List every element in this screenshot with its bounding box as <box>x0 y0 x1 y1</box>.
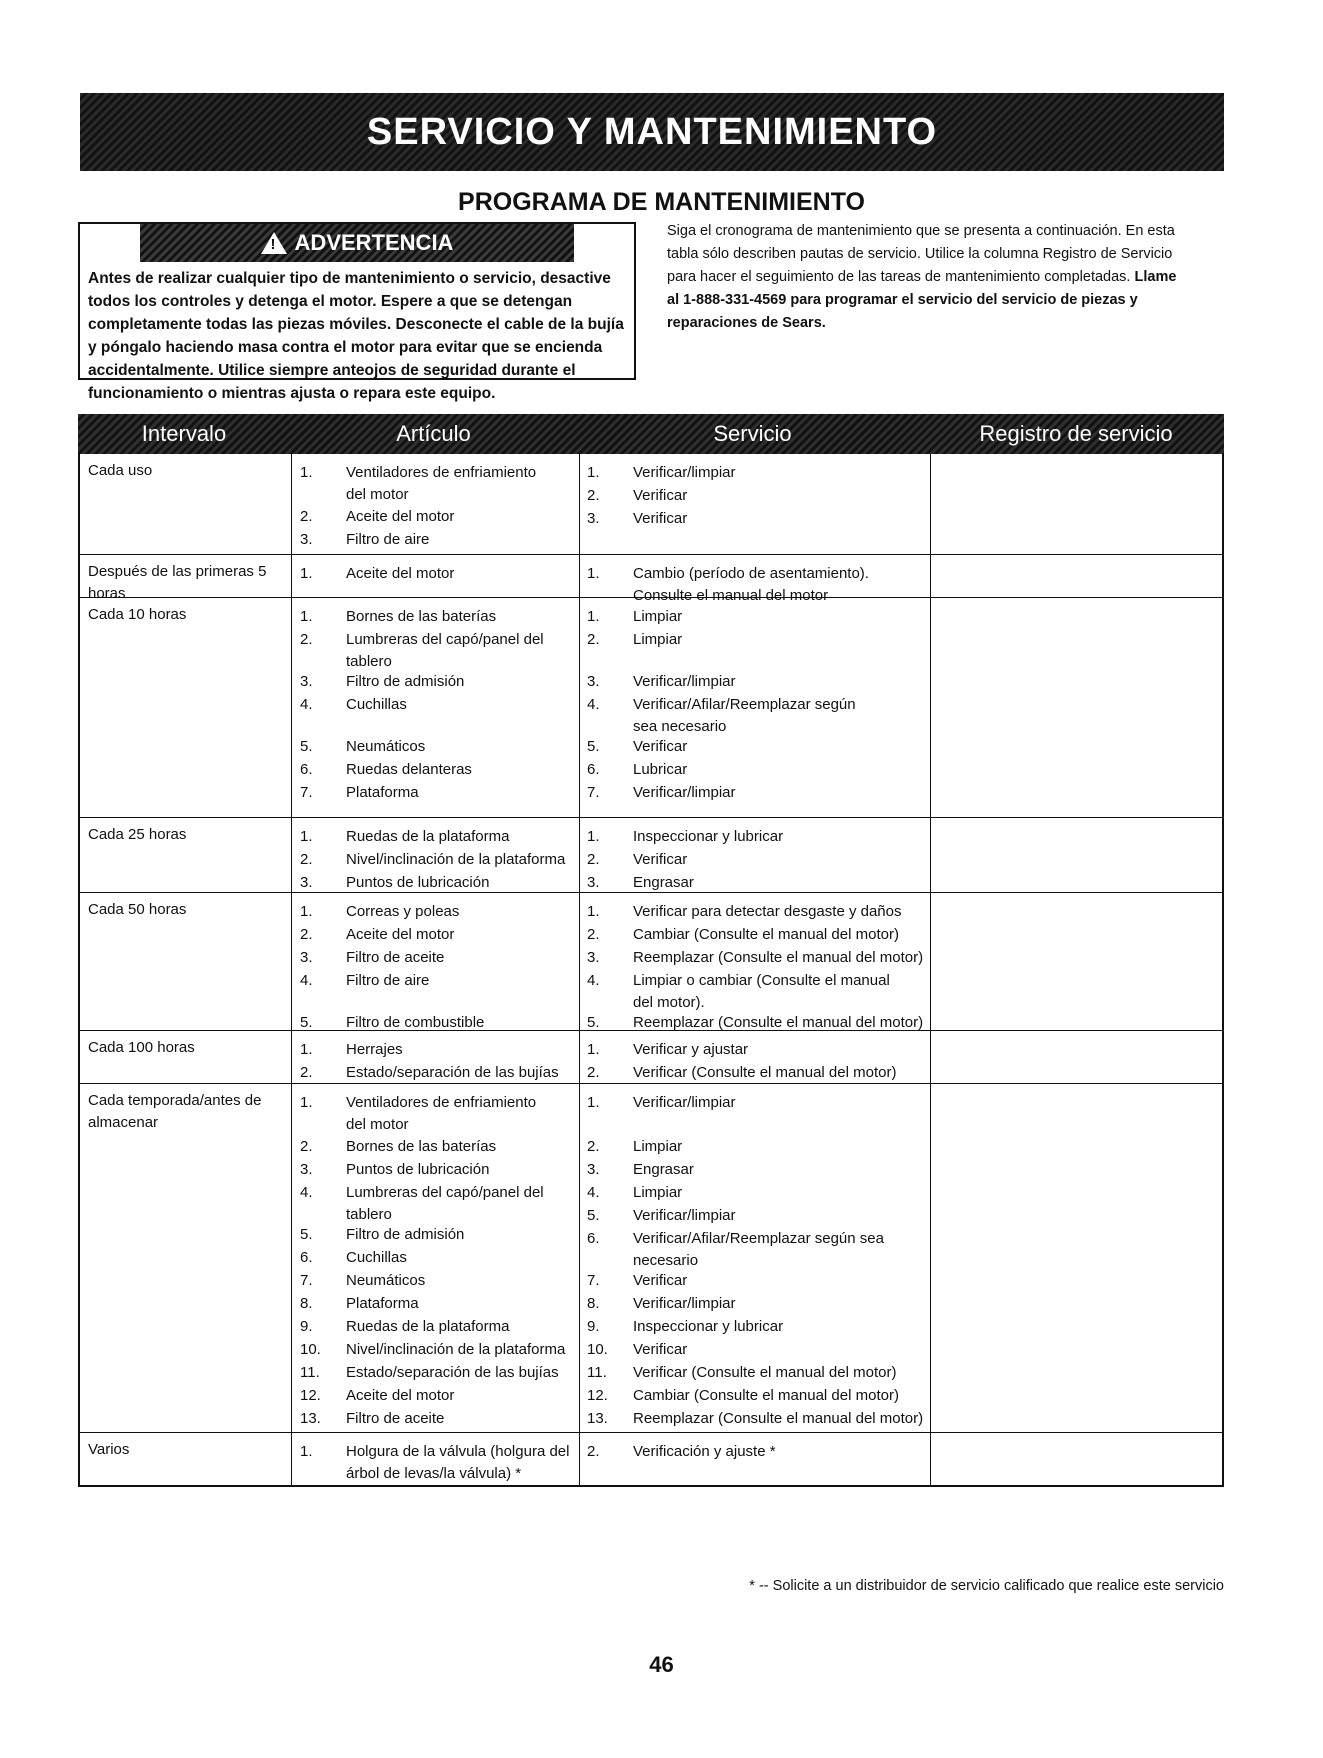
item-number: 2. <box>300 1064 313 1081</box>
item-text: Limpiar <box>633 1184 683 1201</box>
warning-label: ADVERTENCIA <box>294 230 454 255</box>
item-number: 9. <box>300 1318 313 1335</box>
item-number: 3. <box>300 673 313 690</box>
item-text: Plataforma <box>346 1295 419 1312</box>
item-text: Reemplazar (Consulte el manual del motor) <box>633 949 924 966</box>
item-text: Filtro de admisión <box>346 673 465 690</box>
table-row <box>80 1433 1222 1485</box>
item-text: Nivel/inclinación de la plataforma <box>346 1341 566 1358</box>
item-text: Inspeccionar y lubricar <box>633 1318 784 1335</box>
item-text: Verificar/limpiar <box>633 673 736 690</box>
item-text: Reemplazar (Consulte el manual del motor) <box>633 1410 924 1427</box>
item-number: 1. <box>587 828 600 845</box>
item-text: Aceite del motor <box>346 565 455 582</box>
item-text: Reemplazar (Consulte el manual del motor) <box>633 1014 924 1031</box>
item-text: Estado/separación de las bujías <box>346 1064 559 1081</box>
item-text: Inspeccionar y lubricar <box>633 828 784 845</box>
item-number: 2. <box>587 1064 600 1081</box>
item-number: 2. <box>587 851 600 868</box>
item-text: Verificar <box>633 487 688 504</box>
item-number: 1. <box>587 608 600 625</box>
item-number: 2. <box>587 487 600 504</box>
item-number: 5. <box>587 1207 600 1224</box>
item-number: 1. <box>587 1041 600 1058</box>
item-text: Ruedas de la plataforma <box>346 1318 510 1335</box>
item-number: 12. <box>300 1387 321 1404</box>
item-text: Aceite del motor <box>346 926 455 943</box>
item-number: 6. <box>587 1230 600 1247</box>
item-number: 8. <box>587 1295 600 1312</box>
item-text: Lubricar <box>633 761 688 778</box>
service-record-cell[interactable] <box>930 555 1222 597</box>
item-text: Verificación y ajuste * <box>633 1443 776 1460</box>
item-number: 2. <box>587 926 600 943</box>
item-number: 6. <box>300 1249 313 1266</box>
service-record-cell[interactable] <box>930 1031 1222 1083</box>
item-text: Verificar/limpiar <box>633 1207 736 1224</box>
item-text: Verificar/limpiar <box>633 784 736 801</box>
item-number: 10. <box>300 1341 321 1358</box>
item-text: Ventiladores de enfriamiento del motor <box>346 464 537 503</box>
item-text: Limpiar o cambiar (Consulte el manual del motor). <box>633 972 890 1011</box>
item-text: Ruedas de la plataforma <box>346 828 510 845</box>
item-text: Verificar/limpiar <box>633 1094 736 1111</box>
table-row <box>80 893 1222 1031</box>
item-number: 10. <box>587 1341 608 1358</box>
warning-box <box>78 222 636 402</box>
item-text: Engrasar <box>633 874 694 891</box>
item-text: Limpiar <box>633 608 683 625</box>
item-text: Filtro de aceite <box>346 1410 445 1427</box>
item-text: Filtro de combustible <box>346 1014 485 1031</box>
item-number: 1. <box>587 565 600 582</box>
table-row <box>80 555 1222 604</box>
table-row <box>80 1031 1222 1084</box>
item-text: Cuchillas <box>346 696 407 713</box>
item-text: Verificar <box>633 510 688 527</box>
interval-cell: Cada 100 horas <box>80 1031 292 1083</box>
item-number: 5. <box>587 738 600 755</box>
article-cell <box>292 1433 580 1485</box>
item-text: Limpiar <box>633 631 683 648</box>
item-text: Cambiar (Consulte el manual del motor) <box>633 1387 899 1404</box>
interval-cell: Varios <box>80 1433 292 1485</box>
interval-cell: Después de las primeras 5 horas <box>80 555 292 597</box>
service-cell <box>579 1031 931 1083</box>
item-number: 4. <box>300 1184 313 1201</box>
service-record-cell[interactable] <box>930 454 1222 554</box>
item-number: 3. <box>300 1161 313 1178</box>
item-number: 2. <box>300 851 313 868</box>
interval-cell: Cada 50 horas <box>80 893 292 1030</box>
service-record-cell[interactable] <box>930 1084 1222 1432</box>
service-cell <box>579 1433 931 1485</box>
item-number: 1. <box>300 565 313 582</box>
item-number: 1. <box>300 828 313 845</box>
item-text: Ruedas delanteras <box>346 761 472 778</box>
service-record-cell[interactable] <box>930 893 1222 1030</box>
item-number: 3. <box>587 673 600 690</box>
table-row <box>80 454 1222 555</box>
item-number: 1. <box>300 1094 313 1111</box>
item-text: Verificar <box>633 1272 688 1289</box>
item-number: 1. <box>300 1041 313 1058</box>
item-text: Filtro de admisión <box>346 1226 465 1243</box>
item-text: Puntos de lubricación <box>346 1161 490 1178</box>
article-cell <box>292 1031 580 1083</box>
item-text: Verificar/Afilar/Reemplazar según sea necesario <box>633 696 856 735</box>
item-text: Verificar para detectar desgaste y daños <box>633 903 902 920</box>
article-cell <box>292 555 580 597</box>
article-cell <box>292 818 580 892</box>
item-number: 8. <box>300 1295 313 1312</box>
item-number: 11. <box>587 1364 607 1381</box>
service-record-cell[interactable] <box>930 1433 1222 1485</box>
item-number: 3. <box>300 874 313 891</box>
item-number: 7. <box>300 1272 313 1289</box>
item-number: 7. <box>587 784 600 801</box>
item-number: 5. <box>300 1014 313 1031</box>
intro-paragraph <box>667 220 1187 335</box>
item-number: 12. <box>587 1387 608 1404</box>
page-number: 46 <box>649 1652 674 1677</box>
item-text: Verificar/limpiar <box>633 464 736 481</box>
item-number: 2. <box>587 1443 600 1460</box>
item-number: 1. <box>587 464 600 481</box>
item-number: 9. <box>587 1318 600 1335</box>
item-number: 5. <box>300 1226 313 1243</box>
item-number: 2. <box>300 508 313 525</box>
interval-cell: Cada 10 horas <box>80 598 292 817</box>
item-text: Bornes de las baterías <box>346 1138 497 1155</box>
item-number: 2. <box>300 926 313 943</box>
item-text: Aceite del motor <box>346 1387 455 1404</box>
item-text: Filtro de aire <box>346 972 430 989</box>
table-row <box>80 598 1222 818</box>
article-cell <box>292 598 580 817</box>
item-text: Verificar (Consulte el manual del motor) <box>633 1364 897 1381</box>
section-title: PROGRAMA DE MANTENIMIENTO <box>458 188 865 216</box>
item-number: 7. <box>587 1272 600 1289</box>
column-header-servicio: Servicio <box>713 421 792 446</box>
item-text: Lumbreras del capó/panel del tablero <box>346 631 544 670</box>
item-number: 3. <box>300 531 313 548</box>
service-record-cell[interactable] <box>930 598 1222 817</box>
item-text: Limpiar <box>633 1138 683 1155</box>
column-header-articulo: Artículo <box>396 421 471 446</box>
maintenance-table <box>78 454 1224 1487</box>
item-number: 2. <box>300 1138 313 1155</box>
item-number: 3. <box>587 874 600 891</box>
service-record-cell[interactable] <box>930 818 1222 892</box>
item-number: 3. <box>587 510 600 527</box>
item-text: Verificar/limpiar <box>633 1295 736 1312</box>
item-number: 13. <box>587 1410 608 1427</box>
item-text: Verificar/Afilar/Reemplazar según sea necesario <box>633 1230 884 1269</box>
service-cell <box>579 555 931 604</box>
warning-triangle-icon <box>261 232 287 254</box>
item-number: 1. <box>300 1443 313 1460</box>
item-text: Aceite del motor <box>346 508 455 525</box>
item-number: 6. <box>587 761 600 778</box>
footnote: * -- Solicite a un distribuidor de servicio calificado que realice este servicio <box>749 1578 1224 1594</box>
intro-call-text: Llame al 1-888-331-4569 para programar el servicio del servicio de piezas y reparaciones de Sears. <box>667 269 1177 331</box>
warning-header <box>140 224 574 262</box>
interval-cell: Cada temporada/antes de almacenar <box>80 1084 292 1432</box>
item-text: Herrajes <box>346 1041 403 1058</box>
item-number: 1. <box>300 464 313 481</box>
item-number: 1. <box>300 903 313 920</box>
item-text: Lumbreras del capó/panel del tablero <box>346 1184 544 1223</box>
item-number: 1. <box>587 1094 600 1111</box>
service-cell <box>579 598 931 817</box>
item-text: Estado/separación de las bujías <box>346 1364 559 1381</box>
item-text: Puntos de lubricación <box>346 874 490 891</box>
item-text: Verificar (Consulte el manual del motor) <box>633 1064 897 1081</box>
service-cell <box>579 893 931 1030</box>
intro-text: Siga el cronograma de mantenimiento que se presenta a continuación. En esta tabla sólo describen pautas de servicio. Utilice la columna Registro de Servicio para hacer el seguimiento de las tareas de mantenimiento completadas. <box>667 223 1175 285</box>
item-text: Verificar y ajustar <box>633 1041 749 1058</box>
item-text: Plataforma <box>346 784 419 801</box>
item-text: Engrasar <box>633 1161 694 1178</box>
item-text: Cambio (período de asentamiento). Consulte el manual del motor <box>633 565 869 604</box>
item-number: 2. <box>587 1138 600 1155</box>
item-text: Filtro de aire <box>346 531 430 548</box>
item-number: 2. <box>587 631 600 648</box>
item-text: Neumáticos <box>346 738 426 755</box>
table-header <box>78 414 1224 454</box>
page-banner <box>80 93 1224 171</box>
service-cell <box>579 818 931 892</box>
item-number: 1. <box>587 903 600 920</box>
item-number: 1. <box>300 608 313 625</box>
item-text: Cambiar (Consulte el manual del motor) <box>633 926 899 943</box>
item-number: 3. <box>587 1161 600 1178</box>
warning-text: Antes de realizar cualquier tipo de mantenimiento o servicio, desactive todos los controles y detenga el motor. Espere a que se detengan completamente todas las piezas móviles. Desconecte el cable de la bujía y póngalo haciendo masa contra el motor para evitar que se encienda accidentalmente. Utilice siempre anteojos de seguridad durante el funcionamiento o mientras ajusta o repara este equipo. <box>88 270 624 402</box>
interval-cell: Cada uso <box>80 454 292 554</box>
service-cell <box>579 454 931 554</box>
item-number: 6. <box>300 761 313 778</box>
item-text: Verificar <box>633 738 688 755</box>
interval-cell: Cada 25 horas <box>80 818 292 892</box>
item-text: Bornes de las baterías <box>346 608 497 625</box>
service-cell <box>579 1084 931 1432</box>
item-text: Neumáticos <box>346 1272 426 1289</box>
item-number: 11. <box>300 1364 320 1381</box>
article-cell <box>292 893 580 1030</box>
item-number: 5. <box>300 738 313 755</box>
item-text: Verificar <box>633 851 688 868</box>
article-cell <box>292 1084 580 1432</box>
item-number: 3. <box>587 949 600 966</box>
article-cell <box>292 454 580 554</box>
table-row <box>80 1084 1222 1433</box>
item-text: Nivel/inclinación de la plataforma <box>346 851 566 868</box>
item-text: Verificar <box>633 1341 688 1358</box>
item-text: Ventiladores de enfriamiento del motor <box>346 1094 537 1133</box>
item-number: 4. <box>587 1184 600 1201</box>
item-number: 4. <box>587 696 600 713</box>
item-number: 4. <box>300 972 313 989</box>
item-number: 2. <box>300 631 313 648</box>
page-title: SERVICIO Y MANTENIMIENTO <box>366 110 938 153</box>
item-number: 4. <box>300 696 313 713</box>
item-text: Cuchillas <box>346 1249 407 1266</box>
item-text: Holgura de la válvula (holgura del árbol de levas/la válvula) * <box>346 1443 570 1482</box>
item-text: Filtro de aceite <box>346 949 445 966</box>
item-number: 4. <box>587 972 600 989</box>
item-number: 13. <box>300 1410 321 1427</box>
item-text: Correas y poleas <box>346 903 460 920</box>
column-header-registro: Registro de servicio <box>979 421 1173 446</box>
table-row <box>80 818 1222 893</box>
column-header-intervalo: Intervalo <box>141 421 227 446</box>
item-number: 7. <box>300 784 313 801</box>
item-number: 5. <box>587 1014 600 1031</box>
item-number: 3. <box>300 949 313 966</box>
